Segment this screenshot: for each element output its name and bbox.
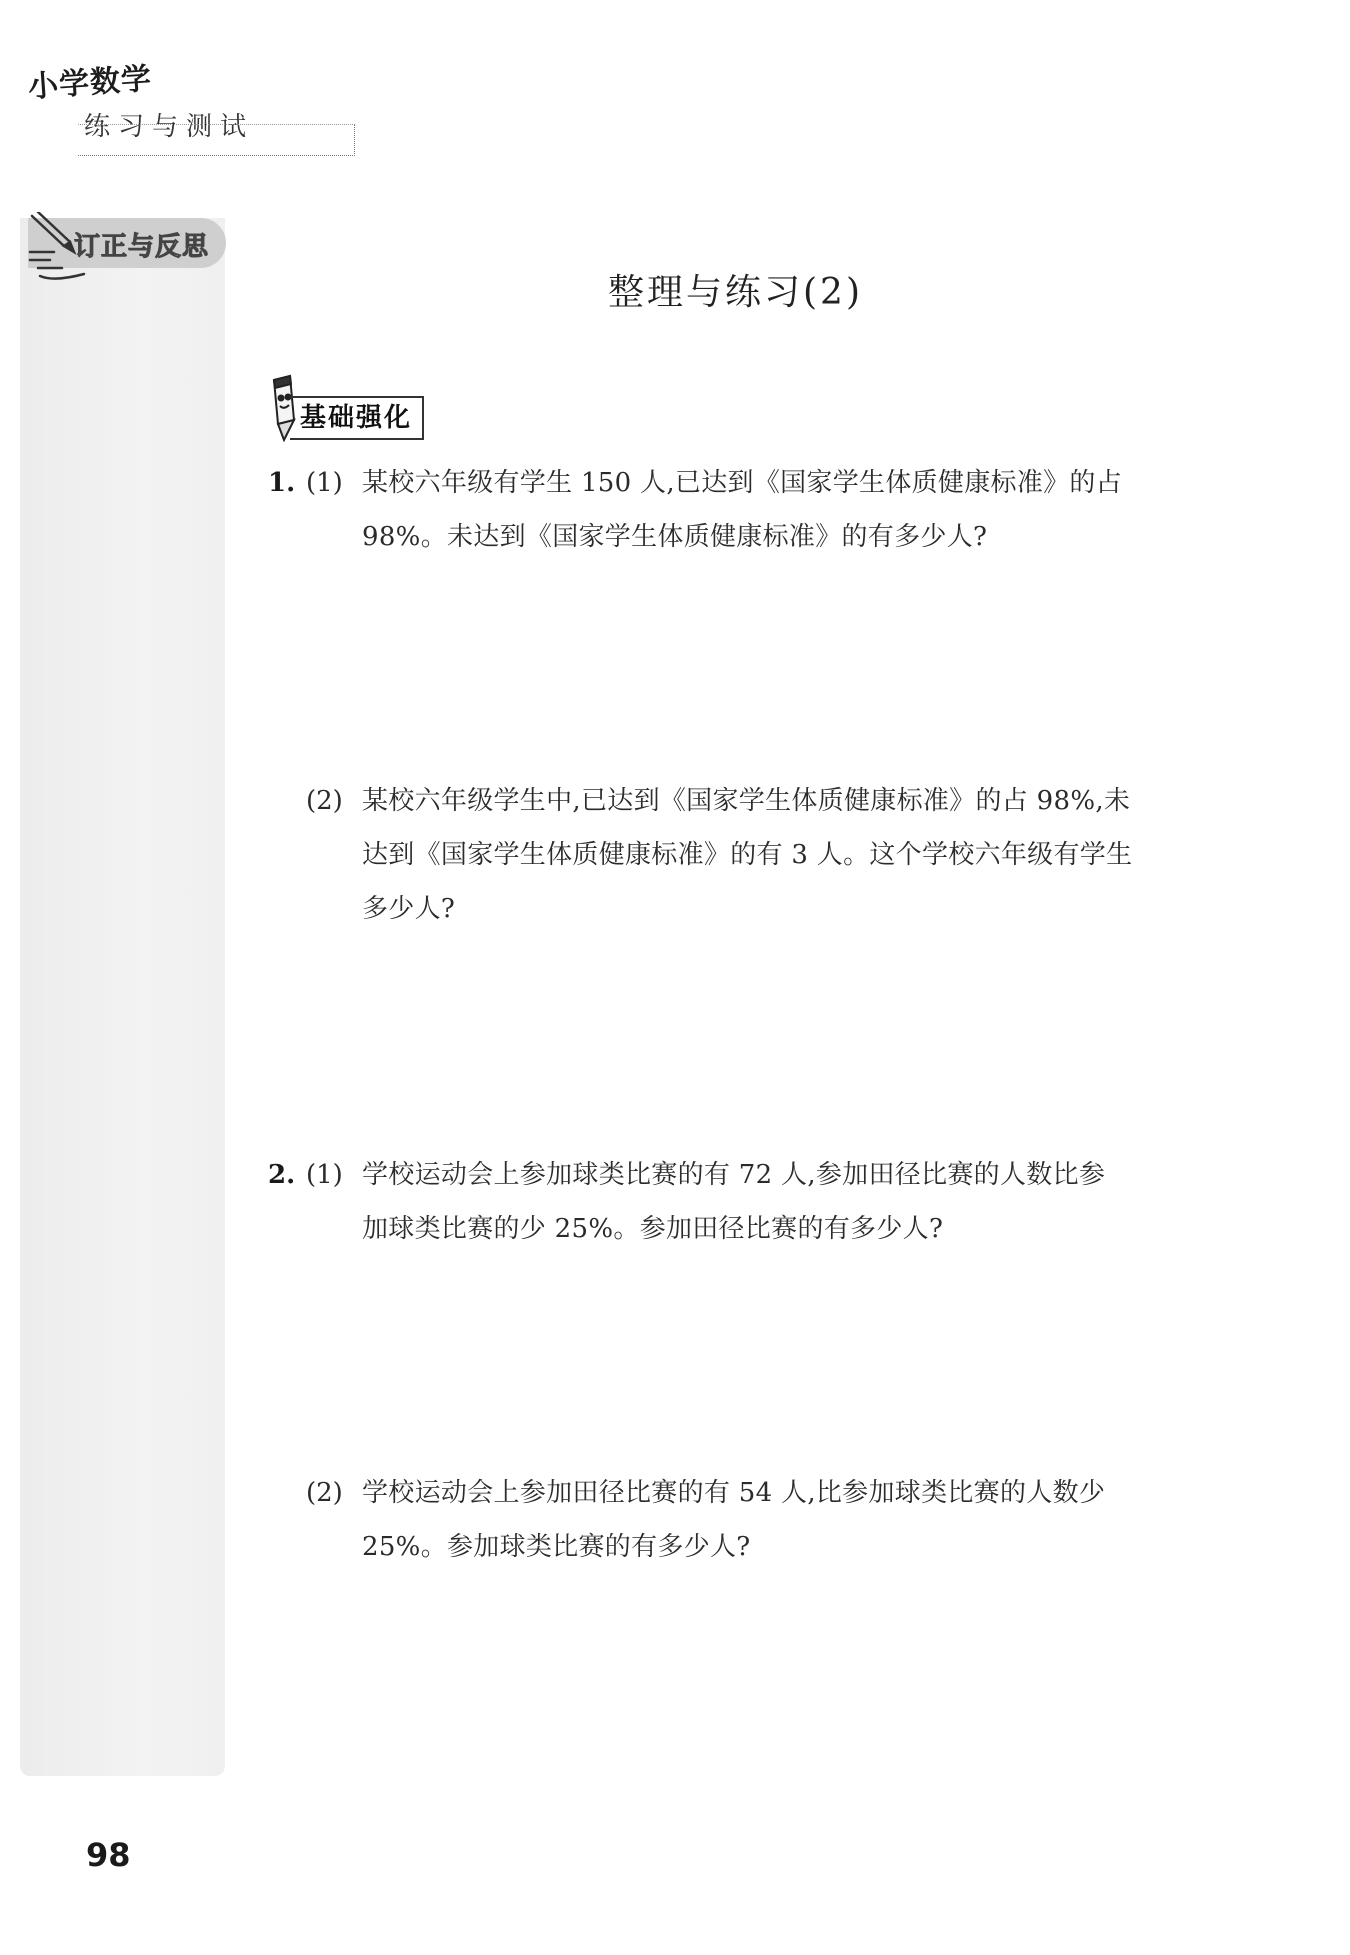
- book-brand: [22, 62, 342, 162]
- question-text-line: 学校运动会上参加田径比赛的有 54 人,比参加球类比赛的人数少: [362, 1478, 1106, 1508]
- margin-tab-label: 订正与反思: [74, 232, 210, 262]
- question-text-line: 某校六年级有学生 150 人,已达到《国家学生体质健康标准》的占: [362, 468, 1123, 498]
- question-text-line: 多少人?: [362, 894, 456, 924]
- brand-subtitle: 练习与测试: [84, 112, 255, 142]
- question-number: 2.: [268, 1160, 296, 1190]
- question-text-line: 加球类比赛的少 25%。参加田径比赛的有多少人?: [362, 1214, 944, 1244]
- brand-title: 小学数学: [27, 61, 154, 105]
- section-label: 基础强化: [290, 396, 424, 440]
- question-part-label: (1): [306, 468, 343, 498]
- brand-dotted-frame: [78, 124, 355, 156]
- question-number: 1.: [268, 468, 296, 498]
- question-part-label: (2): [306, 1478, 343, 1508]
- question-part-label: (1): [306, 1160, 343, 1190]
- question-text-line: 25%。参加球类比赛的有多少人?: [362, 1532, 751, 1562]
- question-part-label: (2): [306, 786, 343, 816]
- page-number: 98: [86, 1836, 131, 1874]
- page-title: 整理与练习(2): [608, 272, 863, 313]
- question-text-line: 达到《国家学生体质健康标准》的有 3 人。这个学校六年级有学生: [362, 840, 1133, 870]
- question-text-line: 学校运动会上参加球类比赛的有 72 人,参加田径比赛的人数比参: [362, 1160, 1106, 1190]
- question-text-line: 某校六年级学生中,已达到《国家学生体质健康标准》的占 98%,未: [362, 786, 1131, 816]
- question-text-line: 98%。未达到《国家学生体质健康标准》的有多少人?: [362, 522, 988, 552]
- correction-margin: [20, 218, 225, 1776]
